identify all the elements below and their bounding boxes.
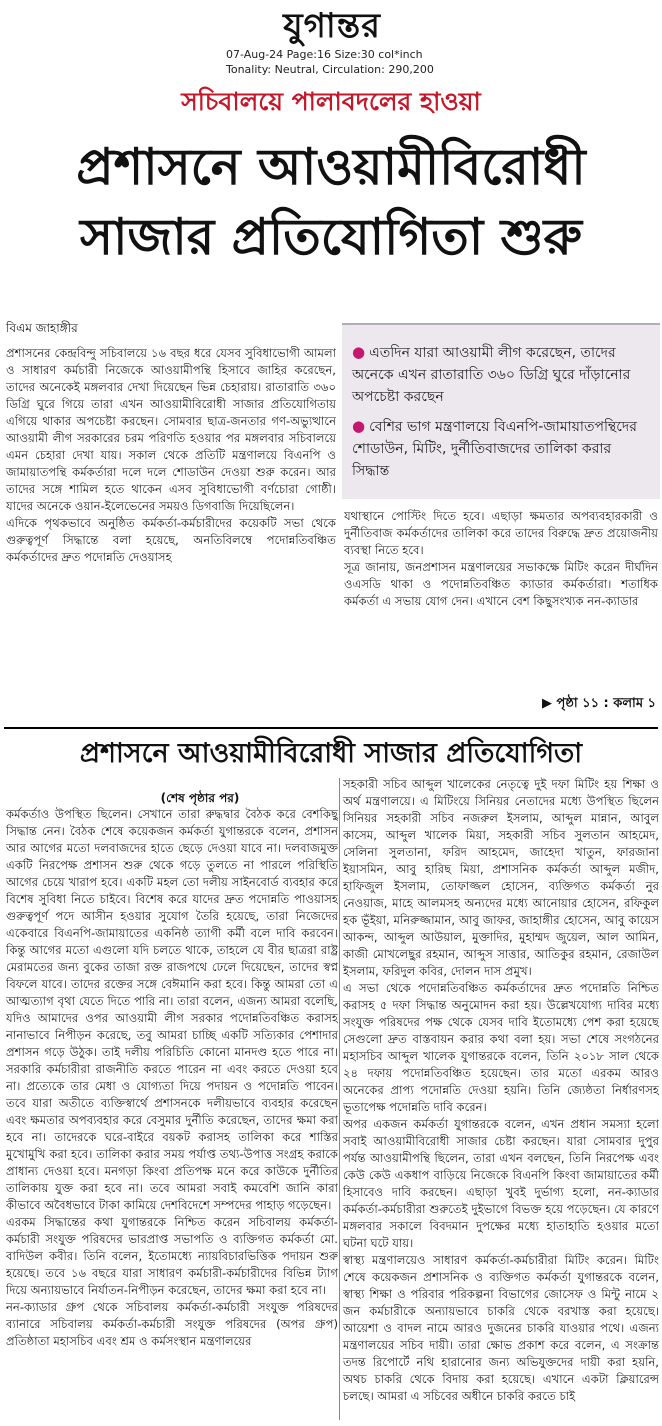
bullet-icon: ● bbox=[352, 343, 366, 361]
main-headline bbox=[0, 132, 662, 272]
pull-quote-1 bbox=[352, 341, 652, 408]
continued-from-label: (শেষ পৃষ্ঠার পর) bbox=[160, 791, 240, 805]
continuation-right-column bbox=[343, 776, 659, 1422]
pull-quote-text: বেশির ভাগ মন্ত্রণালয়ে বিএনপি-জামায়াতপন্থিদের শোডাউন, মিটিং, দুর্নীতিবাজদের তালিকা করার সিদ্ধান্ত bbox=[352, 419, 637, 479]
continuation-jump: ▶ পৃষ্ঠা ১১ : কলাম ১ bbox=[542, 696, 656, 711]
continuation-left-column bbox=[6, 806, 338, 1422]
pull-quote-text: এতদিন যারা আওয়ামী লীগ করেছেন, তাদের অনেকে এখন রাতারাতি ৩৬০ ডিগ্রি ঘুরে দাঁড়ানোর অপচেষ্টা করছেন bbox=[352, 345, 631, 405]
column-divider bbox=[339, 778, 340, 1420]
article-paragraph: এ সভা থেকে পদোন্নতিবঞ্চিত কর্মকর্তাদের দ্রুত পদোন্নতি নিশ্চিত করাসহ ৫ দফা সিদ্ধান্ত অনুমোদন করা হয়। উল্লেখযোগ্য দাবির মধ্যে সংযুক্ত পরিষদের পক্ষ থেকে যেসব দাবি ইতোমধ্যে পেশ করা হয়েছে সেগুলো দ্রুত বাস্তবায়ন করার কথা বলা হয়। সভা শেষে সংগঠনের মহাসচিব আব্দুল খালেক যুগান্তরকে বলেন, তিনি ২০১৮ সাল থেকে ২৪ দফায় পদোন্নতিবঞ্চিত হয়েছেন। তার মতো এরকম আরও অনেকের প্রাপ্য পদোন্নতি দেওয়া হয়নি। তিনি জ্যেষ্ঠতা নির্ধারণসহ ভূতাপেক্ষ পদোন্নতি দাবি করেন। bbox=[343, 981, 659, 1114]
bullet-icon: ● bbox=[352, 417, 366, 435]
article-paragraph: নন-ক্যাডার গ্রুপ থেকে সচিবালয় কর্মকর্তা-কর্মচারী সংযুক্ত পরিষদের ব্যানারে সচিবালয় কর্মকর্তা-কর্মচারী সংযুক্ত পরিষদের (অপর গ্রুপ) প্রতিষ্ঠাতা মহাসচিব এবং শ্রম ও কর্মসংস্থান মন্ত্রণালয়ের bbox=[6, 1300, 338, 1348]
masthead-logo: যুগান্তর bbox=[283, 6, 381, 46]
article-right-column bbox=[344, 508, 658, 693]
clip-meta-circulation: Tonality: Neutral, Circulation: 290,200 bbox=[226, 63, 434, 76]
byline: বিএম জাহাঙ্গীর bbox=[6, 321, 78, 335]
article-paragraph: অপর একজন কর্মকর্তা যুগান্তরকে বলেন, এখন প্রধান সমস্যা হলো সবাই আওয়ামীবিরোধী সাজার চেষ্টা করছেন। যারা সোমবার দুপুর পর্যন্ত আওয়ামীপন্থি ছিলেন, তারা এখন বলছেন, তিনি নিরপেক্ষ এবং কেউ কেউ একধাপ বাড়িয়ে নিজেকে বিএনপি কিংবা জামায়াতের কর্মী হিসাবেও দাবি করছেন। এছাড়া খুবই দুর্ভাগ্য হলো, নন-ক্যাডার কর্মকর্তা-কর্মচারীরা শুরুতেই দুইভাগে বিভক্ত হয়ে পড়েছেন। যে কারণে মঙ্গলবার সকালে বিবদমান দুপক্ষের মধ্যে হাতাহাতি হওয়ার মতো ঘটনা ঘটে যায়। bbox=[343, 1117, 659, 1250]
article-paragraph: এরকম সিদ্ধান্তের কথা যুগান্তরকে নিশ্চিত করেন সচিবালয় কর্মকর্তা-কর্মচারী সংযুক্ত পরিষদের ভারপ্রাপ্ত সভাপতি ও ব্যক্তিগত কর্মকর্তা মো. বাদিউল কবীর। তিনি বলেন, ইতোমধ্যে ন্যায়বিচারভিত্তিক পদায়ন শুরু হয়েছে। তবে ১৬ বছরে যারা সাধারণ কর্মচারী-কর্মচারীদের বিভিন্ন ট্যাগ দিয়ে অন্যায়ভাবে নির্যাতন-নিপীড়ন করেছেন, তাদের ক্ষমা করা হবে না। bbox=[6, 1215, 338, 1297]
article-paragraph: যথাস্থানে পোস্টিং দিতে হবে। এছাড়া ক্ষমতার অপব্যবহারকারী ও দুর্নীতিবাজ কর্মকর্তাদের তালিকা করে তাদের বিরুদ্ধে দ্রুত প্রয়োজনীয় ব্যবস্থা নিতে হবে। bbox=[344, 509, 658, 557]
kicker-headline: সচিবালয়ে পালাবদলের হাওয়া bbox=[181, 87, 481, 116]
pull-quote-2 bbox=[352, 415, 652, 482]
clip-meta-date: 07-Aug-24 Page:16 Size:30 col*inch bbox=[226, 48, 423, 61]
article-paragraph: এদিকে পৃথকভাবে অনুষ্ঠিত কর্মকর্তা-কর্মচারীদের কয়েকটি সভা থেকে গুরুত্বপূর্ণ সিদ্ধান্তে বলা হয়েছে, অনতিবিলম্বে পদোন্নতিবঞ্চিত কর্মকর্তাদের দ্রুত পদোন্নতি দেওয়াসহ bbox=[6, 516, 336, 564]
pull-quote-box bbox=[342, 323, 660, 499]
headline-line-2: সাজার প্রতিযোগিতা শুরু bbox=[79, 208, 583, 266]
article-paragraph: কর্মকর্তাও উপস্থিত ছিলেন। সেখানে তারা রুদ্ধদ্বার বৈঠক করে বেশকিছু সিদ্ধান্ত নেন। বৈঠক শেষে কয়েকজন কর্মকর্তা যুগান্তরকে বলেন, প্রশাসন আর আগের মতো দলবাজদের হাতে ছেড়ে দেওয়া যাবে না। দলবাজমুক্ত একটি নিরপেক্ষ প্রশাসন শুরু থেকে গড়ে তুলতে না পারলে পরিস্থিতি আগের চেয়ে খারাপ হবে। একটি মহল তো দলীয় সাইনবোর্ড ব্যবহার করে বিশেষ সুবিধা নিতে চাইবে। বিশেষ করে যাদের দ্রুত পদোন্নতি পাওয়াসহ গুরুত্বপূর্ণ পদে আসীন হওয়ার সুযোগ তৈরি হয়েছে, তারা নিজেদের একেবারে বিএনপি-জামায়াতের একনিষ্ঠ ত্যাগী কর্মী বলে দাবি করবেন। কিন্তু আগের মতো এগুলো যদি চলতে থাকে, তাহলে যে বীর ছাত্ররা রাষ্ট্র মেরামতের জন্য বুকের তাজা রক্ত রাজপথে ঢেলে দিয়েছেন, তাদের স্বপ্ন বিফলে যাবে। তাদের রক্তের সঙ্গে বেঈমানি করা হবে। কিন্তু আমরা তো এ আত্মত্যাগ বৃথা যেতে দিতে পারি না। তারা বলেন, এজন্য আমরা বলেছি, যদিও আমাদের ওপর আওয়ামী লীগ সরকার পদোন্নতিবঞ্চিত করাসহ নানাভাবে নিপীড়ন করেছে, তবু আমরা চাচ্ছি একটি সত্যিকার পেশাদার প্রশাসন গড়ে উঠুক। তাই দলীয় পরিচিতি কোনো মানদণ্ড হতে পারে না। সরকারি কর্মচারীরা রাজনীতি করতে পারেন না এবং করতে দেওয়া হবে না। প্রত্যেকে তার মেধা ও যোগ্যতা দিয়ে পদায়ন ও পদোন্নতি পাবেন। তবে যারা অতীতে ব্যক্তিস্বার্থে প্রশাসনকে দলীয়ভাবে ব্যবহার করেছেন এবং ক্ষমতার অপব্যবহার করে বেসুমার দুর্নীতি করেছেন, তাদের ক্ষমা করা হবে না। তাদেরকে ঘরে-বাইরে বয়কট করাসহ তালিকা করে শাস্তির মুখোমুখি করা হবে। তালিকা করার সময় পর্যাপ্ত তথ্য-উপাত্ত সংগ্রহ করাকে প্রাধান্য দেওয়া হবে। মনগড়া কিংবা প্রতিপক্ষ মনে করে কাউকে দুর্নীতির তালিকায় যুক্ত করা হবে না। তবে আমরা সবাই কমবেশি জানি কারা কীভাবে অবৈধভাবে টাকা কামিয়ে দেশবিদেশে সম্পদের পাহাড় গড়েছেন। bbox=[6, 807, 338, 1212]
continuation-headline: প্রশাসনে আওয়ামীবিরোধী সাজার প্রতিযোগিতা bbox=[79, 738, 583, 769]
section-divider bbox=[4, 727, 658, 729]
article-paragraph: সহকারী সচিব আব্দুল খালেকের নেতৃত্বে দুই দফা মিটিং হয় শিক্ষা ও অর্থ মন্ত্রণালয়ে। এ মিটিংয়ে সিনিয়র নেতাদের মধ্যে উপস্থিত ছিলেন সিনিয়র সহকারী সচিব নজরুল ইসলাম, আব্দুল মান্নান, আবুল কাসেম, আব্দুল খালেক মিয়া, সহকারী সচিব সুলতান আহমেদ, সেলিনা সুলতানা, ফরিদ আহমেদ, জাহেদা খাতুন, ফারজানা ইয়াসমিন, আবু হারিছ মিয়া, প্রশাসনিক কর্মকর্তা আব্দুল মজীদ, হাফিজুল ইসলাম, তোফাজ্জল হোসেন, ব্যক্তিগত কর্মকর্তা নুর নেওয়াজ, মাহে আলমসহ অন্যদের মধ্যে আনোয়ার হোসেন, রফিকুল হক ভূঁইয়া, মনিরুজ্জামান, আবু জাফর, জাহাঙ্গীর হোসেন, আবু কায়েস আকন্দ, আব্দুল আউয়াল, মুক্তাদির, মুহাম্মদ জুয়েল, আল আমিন, কাজী মোখলেছুর রহমান, আব্দুস সাত্তার, আতিকুর রহমান, রেজাউল ইসলাম, ফরিদুল কবির, দোলন দাস প্রমুখ। bbox=[343, 777, 659, 978]
headline-line-1: প্রশাসনে আওয়ামীবিরোধী bbox=[76, 138, 586, 196]
article-paragraph: স্বাস্থ্য মন্ত্রণালয়েও সাধারণ কর্মকর্তা-কর্মচারীরা মিটিং করেন। মিটিং শেষে কয়েকজন প্রশাসনিক ও ব্যক্তিগত কর্মকর্তা যুগান্তরকে বলেন, স্বাস্থ্য শিক্ষা ও পরিবার পরিকল্পনা বিভাগের জোসেফ ও মিন্টু নামে ২ জন কর্মচারীকে অন্যায়ভাবে চাকরি থেকে বরখাস্ত করা হয়েছে। আয়েশা ও বাদল নামে আরও দুজনের চাকরি যাওয়ার পথে। এজন্য মন্ত্রণালয়ের সচিব দায়ী। তারা ক্ষোভ প্রকাশ করে বলেন, এ সংক্রান্ত তদন্ত রিপোর্টে নথি হারানোর জন্য অভিযুক্তদের দায়ী করা হয়নি, অথচ চাকরি থেকে বিদায় করা হয়েছে। এখানে একটা ক্লিয়ারেন্স চলছে। আমরা এ সচিবের অধীনে চাকরি করতে চাই bbox=[343, 1253, 659, 1403]
article-paragraph: সূত্র জানায়, জনপ্রশাসন মন্ত্রণালয়ের সভাকক্ষে মিটিং করেন দীর্ঘদিন ওএসডি থাকা ও পদোন্নতিবঞ্চিত ক্যাডার কর্মকর্তারা। শতাধিক কর্মকর্তা এ সভায় যোগ দেন। এখানে বেশ কিছুসংখ্যক নন-ক্যাডার bbox=[344, 560, 658, 608]
article-left-column bbox=[6, 345, 336, 723]
article-paragraph: প্রশাসনের কেন্দ্রবিন্দু সচিবালয়ে ১৬ বছর ধরে যেসব সুবিধাভোগী আমলা ও সাধারণ কর্মচারী নিজেকে আওয়ামীপন্থি হিসাবে জাহির করেছেন, তাদের অনেকেই মঙ্গলবার দেখা দিয়েছেন ভিন্ন চেহারায়। রাতারাতি ৩৬০ ডিগ্রি ঘুরে গিয়ে তারা এখন আওয়ামীবিরোধী সাজার প্রতিযোগিতায় এগিয়ে থাকার অপচেষ্টা করছেন। সোমবার ছাত্র-জনতার গণ-অভ্যুত্থানে আওয়ামী লীগ সরকারের চরম পরিণতি হওয়ার পর মঙ্গলবার সচিবালয়ে এমন চেহারা দেখা যায়। সকাল থেকে প্রতিটি মন্ত্রণালয়ে বিএনপি ও জামায়াতপন্থি কর্মকর্তারা দলে দলে শোডাউন দেওয়া শুরু করেন। আর তাদের সঙ্গে শামিল হতে থাকেন এসব সুবিধাভোগী বর্ণচোরা গোষ্ঠী। যাদের অনেকে ওয়ান-ইলেভেনের সময়ও ডিগবাজি দিয়েছিলেন। bbox=[6, 346, 336, 513]
